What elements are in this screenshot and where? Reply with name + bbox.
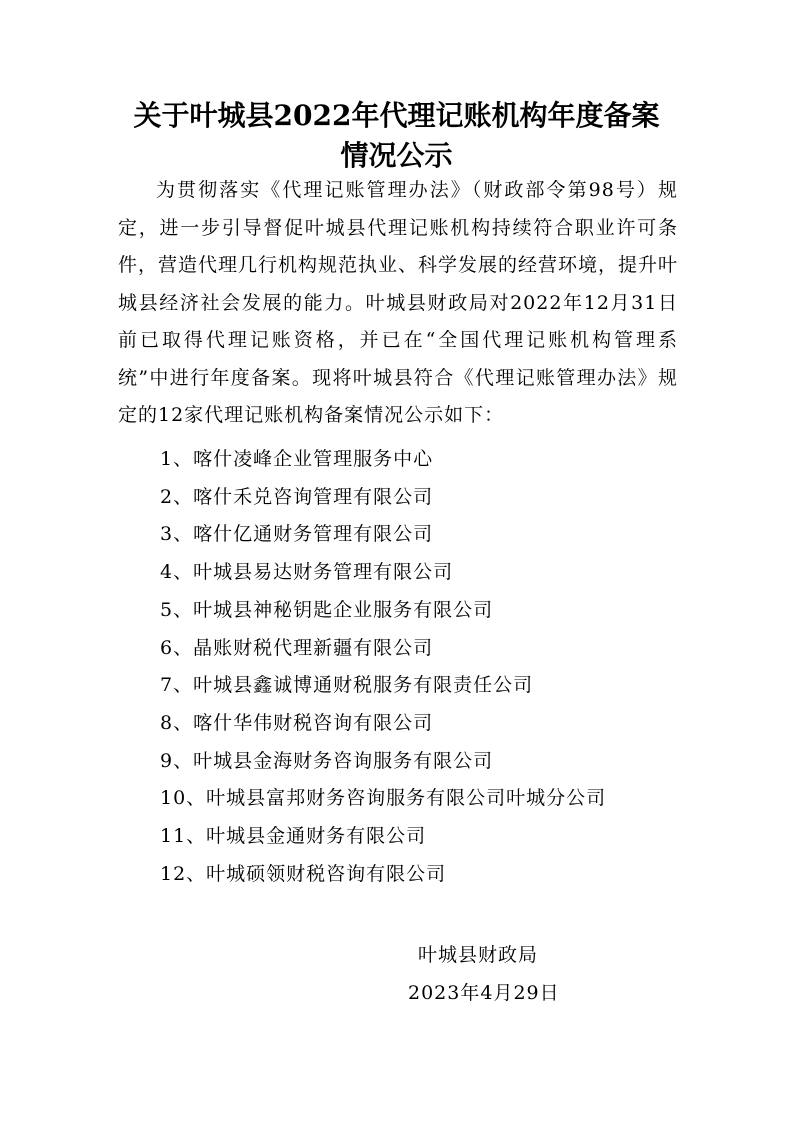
list-item: 5、叶城县神秘钥匙企业服务有限公司 xyxy=(160,598,494,621)
list-item: 7、叶城县鑫诚博通财税服务有限责任公司 xyxy=(160,674,534,697)
list-item: 1、喀什凌峰企业管理服务中心 xyxy=(160,448,434,470)
intro-paragraph: 为贯彻落实《代理记账管理办法》（财政部令第98号）规定，进一步引导督促叶城县代理记账机构持续符合职业许可条件，营造代理几行机构规范执业、科学发展的经营环境，提升叶城县经济社会发展的能力。叶城县财政局对2022年12月31日前已取得代理记账资格，并已在“全国代理记账机构管理系统”中进行年度备案。现将叶城县符合《代理记账管理办法》规定的12家代理记账机构备案情况公示如下： xyxy=(118,179,679,426)
signature-date: 2023年4月29日 xyxy=(408,982,560,1004)
list-item: 3、喀什亿通财务管理有限公司 xyxy=(160,523,434,546)
list-item: 11、叶城县金通财务有限公司 xyxy=(160,825,427,848)
page-title-line-2: 情况公示 xyxy=(340,139,453,172)
list-item: 9、叶城县金海财务咨询服务有限公司 xyxy=(160,749,494,772)
page-title-line-1: 关于叶城县2022年代理记账机构年度备案 xyxy=(133,99,660,132)
signature-organization: 叶城县财政局 xyxy=(418,944,539,966)
list-item: 2、喀什禾兑咨询管理有限公司 xyxy=(160,485,434,508)
list-item: 8、喀什华伟财税咨询有限公司 xyxy=(160,711,434,734)
organization-list xyxy=(160,441,606,893)
list-item: 12、叶城硕领财税咨询有限公司 xyxy=(160,862,447,885)
list-item: 10、叶城县富邦财务咨询服务有限公司叶城分公司 xyxy=(160,787,607,810)
list-item: 6、晶账财税代理新疆有限公司 xyxy=(160,636,434,659)
list-item: 4、叶城县易达财务管理有限公司 xyxy=(160,561,454,584)
